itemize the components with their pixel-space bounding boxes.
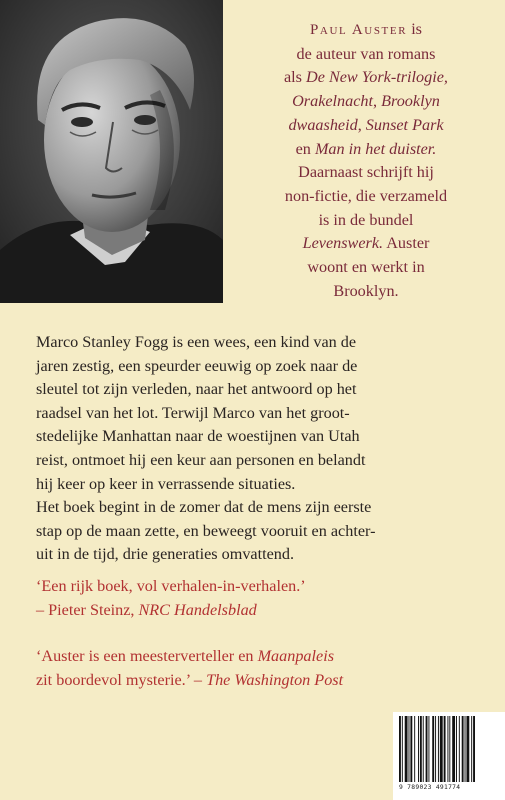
blurb-line: Marco Stanley Fogg is een wees, een kind van de	[36, 333, 357, 351]
book-title: Sunset Park	[365, 115, 444, 134]
bio-line-8: non-fictie, die verzameld	[284, 186, 448, 205]
quote-text: ‘Een rijk boek, vol verhalen-in-verhalen.’	[36, 577, 306, 595]
barcode-bar	[466, 716, 469, 782]
barcode-bar	[423, 716, 424, 782]
barcode-bar	[428, 716, 429, 782]
bio-line-10: Levenswerk. Auster	[302, 234, 430, 253]
blurb-line: reist, ontmoet hij een keur aan personen en belandt	[36, 450, 366, 469]
barcode-bar	[426, 716, 428, 782]
quote-text: zit boordevol mysterie.’ – The Washington Post	[36, 670, 344, 689]
bio-line-2: de auteur van romans	[296, 44, 436, 63]
bio-line-5: dwaasheid, Sunset Park	[288, 115, 444, 134]
author-name: Paul Auster	[309, 22, 408, 38]
barcode-bar	[452, 716, 455, 782]
book-title: Maanpaleis	[257, 647, 335, 665]
barcode-bar	[409, 716, 410, 782]
barcode-bar	[465, 716, 466, 782]
bio-line-6: en Man in het duister.	[295, 139, 437, 158]
barcode-bar	[456, 716, 457, 782]
barcode-bar	[438, 716, 439, 782]
barcode-bar	[459, 716, 460, 782]
barcode-bar	[462, 716, 464, 782]
isbn-number: 9 789023 491774	[399, 784, 461, 791]
barcode-bar	[473, 716, 475, 782]
barcode-bar	[414, 716, 415, 782]
barcode-bar	[420, 716, 422, 782]
blurb-line: hij keer op keer in verrassende situaties.	[36, 474, 296, 493]
author-photo	[0, 0, 223, 303]
blurb-line: sleutel tot zijn verleden, naar het antwoord op het	[36, 380, 357, 399]
author-portrait-image	[0, 0, 223, 303]
barcode-bar	[447, 716, 448, 782]
barcode-bar	[410, 716, 412, 782]
blurb-line: raadsel van het lot. Terwijl Marco van het groot-	[36, 403, 350, 422]
barcode-bar	[444, 716, 446, 782]
book-title: Orakelnacht	[292, 92, 374, 111]
blurb-line: stap op de maan zette, en beweegt vooruit en achter-	[36, 521, 376, 540]
bio-line-12: Brooklyn.	[333, 281, 399, 300]
bio-line-3: als De New York-trilogie,	[284, 68, 448, 87]
bio-line-11: woont en werkt in	[307, 258, 425, 277]
barcode-bar	[449, 716, 450, 782]
blurb-line: stedelijke Manhattan naar de woestijnen van Utah	[36, 427, 360, 446]
barcode-bar	[435, 716, 436, 782]
bio-line-7: Daarnaast schrijft hij	[298, 163, 434, 182]
isbn-barcode	[393, 712, 505, 800]
author-name-suffix: is	[411, 20, 422, 38]
bio-line-9: is in de bundel	[318, 210, 414, 229]
book-title: dwaasheid	[288, 115, 358, 134]
book-title: Brooklyn	[381, 92, 440, 111]
author-bio	[240, 18, 492, 303]
barcode-bars	[397, 716, 501, 784]
barcode-bar	[432, 716, 434, 782]
blurb-line: Het boek begint in de zomer dat de mens zijn eerste	[36, 498, 372, 517]
barcode-bar	[440, 716, 443, 782]
book-title: Levenswerk.	[302, 234, 384, 253]
barcode-bar	[399, 716, 401, 782]
bio-line-4: Orakelnacht, Brooklyn	[292, 92, 440, 111]
barcode-bar	[405, 716, 408, 782]
blurb-line: uit in de tijd, drie generaties omvattend.	[36, 545, 295, 564]
blurb-line: jaren zestig, een speurder eeuwig op zoek naar de	[36, 356, 358, 375]
quote-source: NRC Handelsblad	[138, 600, 257, 619]
quote-attribution: – Pieter Steinz, NRC Handelsblad	[36, 600, 257, 619]
bio-line-1	[240, 18, 492, 43]
book-title: Man in het duister.	[314, 139, 437, 158]
review-quote-1	[36, 575, 491, 622]
book-title: De New York-trilogie,	[306, 68, 448, 87]
quote-source: The Washington Post	[206, 670, 344, 689]
barcode-bar	[471, 716, 472, 782]
barcode-bar	[418, 716, 419, 782]
book-blurb	[36, 331, 491, 567]
quote-text: ‘Auster is een meesterverteller en Maanpaleis	[36, 647, 335, 665]
barcode-bar	[402, 716, 403, 782]
review-quote-2	[36, 645, 491, 692]
